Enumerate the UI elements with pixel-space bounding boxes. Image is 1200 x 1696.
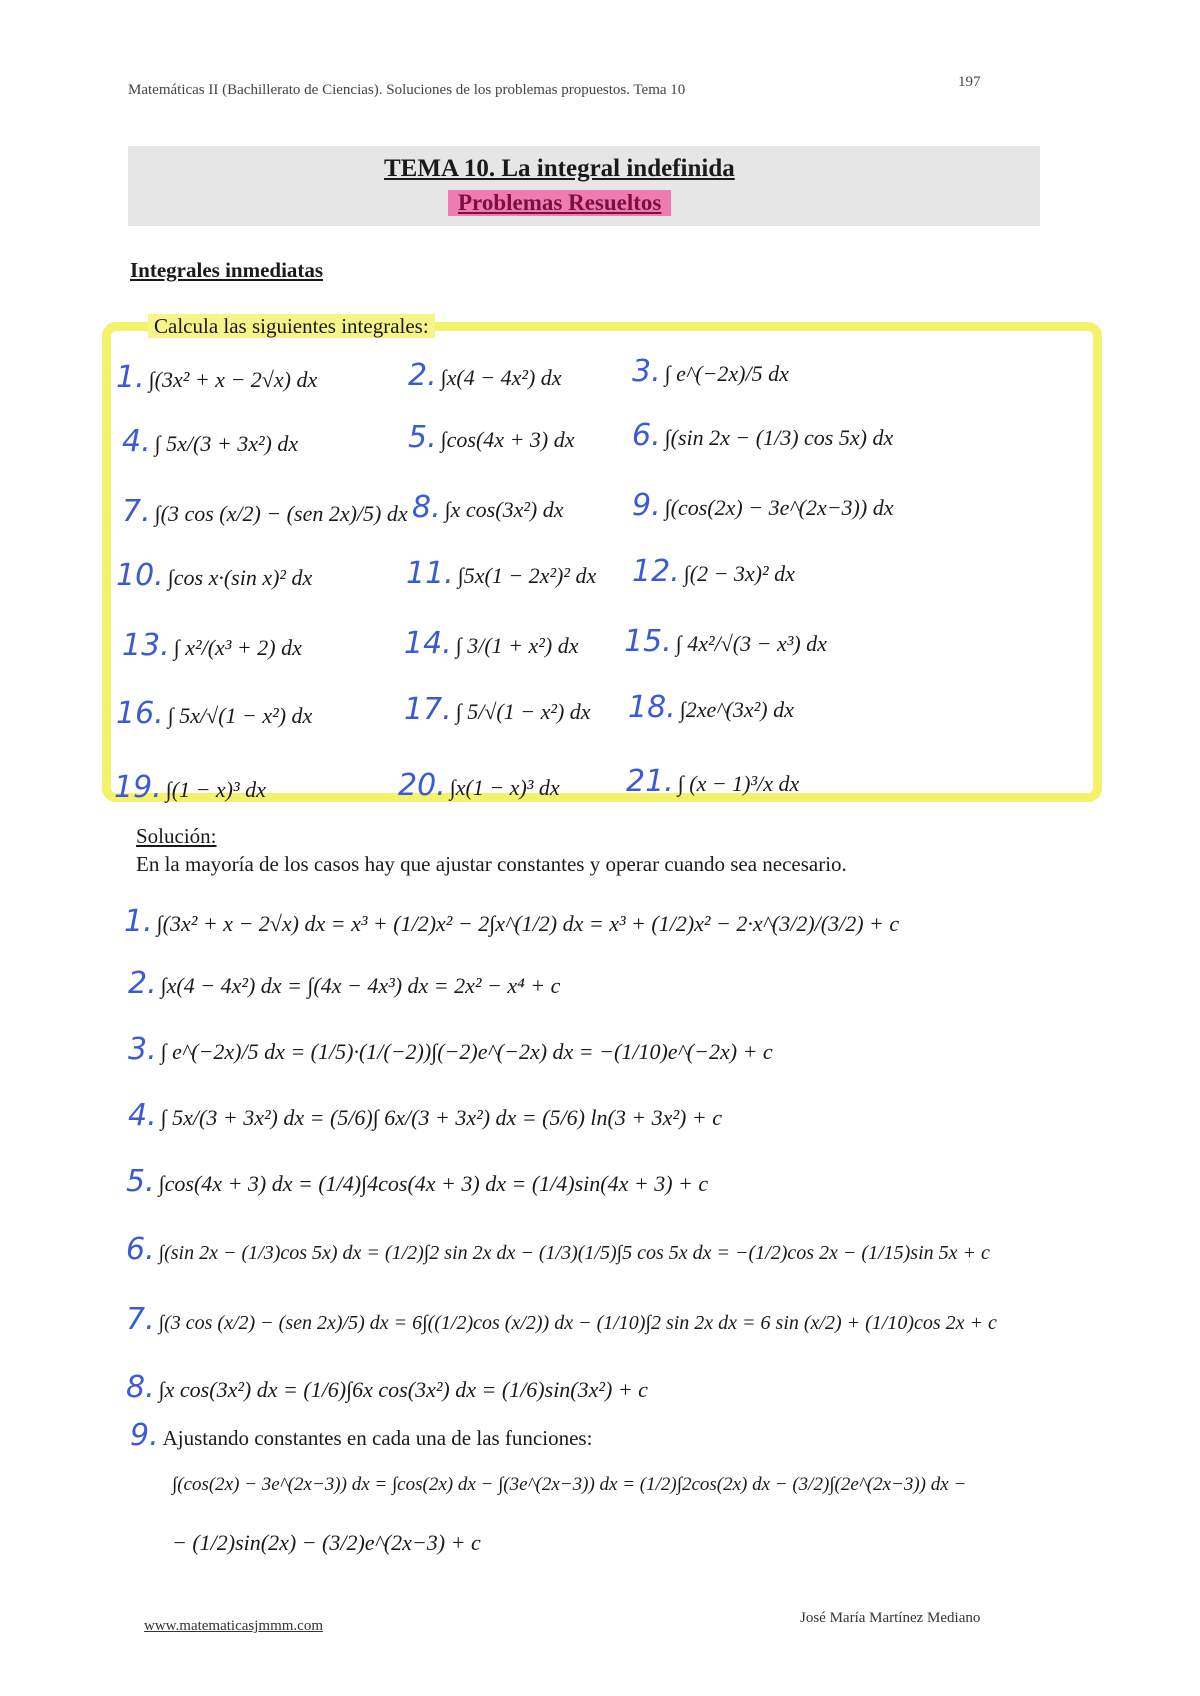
problem-4: 4. ∫ 5x/(3 + 3x²) dx <box>122 424 299 459</box>
problem-10: 10. ∫cos x·(sin x)² dx <box>116 558 313 593</box>
problem-3: 3. ∫ e^(−2x)/5 dx <box>632 354 789 389</box>
problem-7: 7. ∫(3 cos (x/2) − (sen 2x)/5) dx <box>122 494 408 529</box>
running-head: Matemáticas II (Bachillerato de Ciencias). Soluciones de los problemas propuestos. Tema 10 <box>128 82 686 98</box>
page-subtitle: Problemas Resueltos <box>448 190 671 216</box>
solution-2: 2. ∫x(4 − 4x²) dx = ∫(4x − 4x³) dx = 2x² − x⁴ + c <box>128 966 561 1001</box>
problem-1: 1. ∫(3x² + x − 2√x) dx <box>116 360 318 395</box>
problem-15: 15. ∫ 4x²/√(3 − x³) dx <box>624 624 827 659</box>
solution-9: 9. Ajustando constantes en cada una de las funciones: <box>130 1418 593 1453</box>
problem-8: 8. ∫x cos(3x²) dx <box>412 490 564 525</box>
problem-9: 9. ∫(cos(2x) − 3e^(2x−3)) dx <box>632 488 894 523</box>
problem-19: 19. ∫(1 − x)³ dx <box>114 770 266 805</box>
problem-13: 13. ∫ x²/(x³ + 2) dx <box>122 628 302 663</box>
solution-intro: En la mayoría de los casos hay que ajustar constantes y operar cuando sea necesario. <box>136 852 847 876</box>
section-heading: Integrales inmediatas <box>130 258 324 282</box>
problem-5: 5. ∫cos(4x + 3) dx <box>408 420 575 455</box>
footer-website-link[interactable]: www.matematicasjmmm.com <box>144 1618 323 1634</box>
solution-9-line-1: ∫(cos(2x) − 3e^(2x−3)) dx = ∫cos(2x) dx − ∫(3e^(2x−3)) dx = (1/2)∫2cos(2x) dx − (3/2)∫(2e^(2x−3)) dx − <box>172 1474 967 1495</box>
problem-2: 2. ∫x(4 − 4x²) dx <box>408 358 562 393</box>
solution-4: 4. ∫ 5x/(3 + 3x²) dx = (5/6)∫ 6x/(3 + 3x²) dx = (5/6) ln(3 + 3x²) + c <box>128 1098 722 1133</box>
solution-6: 6. ∫(sin 2x − (1/3)cos 5x) dx = (1/2)∫2 sin 2x dx − (1/3)(1/5)∫5 cos 5x dx = −(1/2)cos 2x − (1/15)sin 5x + c <box>126 1232 990 1267</box>
problem-14: 14. ∫ 3/(1 + x²) dx <box>404 626 579 661</box>
problem-12: 12. ∫(2 − 3x)² dx <box>632 554 795 589</box>
solution-3: 3. ∫ e^(−2x)/5 dx = (1/5)·(1/(−2))∫(−2)e^(−2x) dx = −(1/10)e^(−2x) + c <box>128 1032 773 1067</box>
page-title: TEMA 10. La integral indefinida <box>384 155 735 182</box>
solution-heading: Solución: <box>136 824 217 848</box>
problem-16: 16. ∫ 5x/√(1 − x²) dx <box>116 696 313 731</box>
problem-18: 18. ∫2xe^(3x²) dx <box>628 690 794 725</box>
solution-9-line-2: − (1/2)sin(2x) − (3/2)e^(2x−3) + c <box>172 1530 481 1555</box>
problem-11: 11. ∫5x(1 − 2x²)² dx <box>406 556 597 591</box>
problem-6: 6. ∫(sin 2x − (1/3) cos 5x) dx <box>632 418 894 453</box>
problem-20: 20. ∫x(1 − x)³ dx <box>398 768 560 803</box>
solution-1: 1. ∫(3x² + x − 2√x) dx = x³ + (1/2)x² − 2∫x^(1/2) dx = x³ + (1/2)x² − 2·x^(3/2)/(3/2) + c <box>124 904 900 939</box>
problem-17: 17. ∫ 5/√(1 − x²) dx <box>404 692 591 727</box>
instruction: Calcula las siguientes integrales: <box>148 314 435 339</box>
solution-7: 7. ∫(3 cos (x/2) − (sen 2x)/5) dx = 6∫((1/2)cos (x/2)) dx − (1/10)∫2 sin 2x dx = 6 sin (x/2) + (1/10)cos 2x + c <box>126 1302 997 1337</box>
page-number: 197 <box>958 74 981 90</box>
solution-5: 5. ∫cos(4x + 3) dx = (1/4)∫4cos(4x + 3) dx = (1/4)sin(4x + 3) + c <box>126 1164 709 1199</box>
solution-8: 8. ∫x cos(3x²) dx = (1/6)∫6x cos(3x²) dx = (1/6)sin(3x²) + c <box>126 1370 648 1405</box>
footer-author: José María Martínez Mediano <box>800 1610 981 1626</box>
problem-21: 21. ∫ (x − 1)³/x dx <box>626 764 800 799</box>
